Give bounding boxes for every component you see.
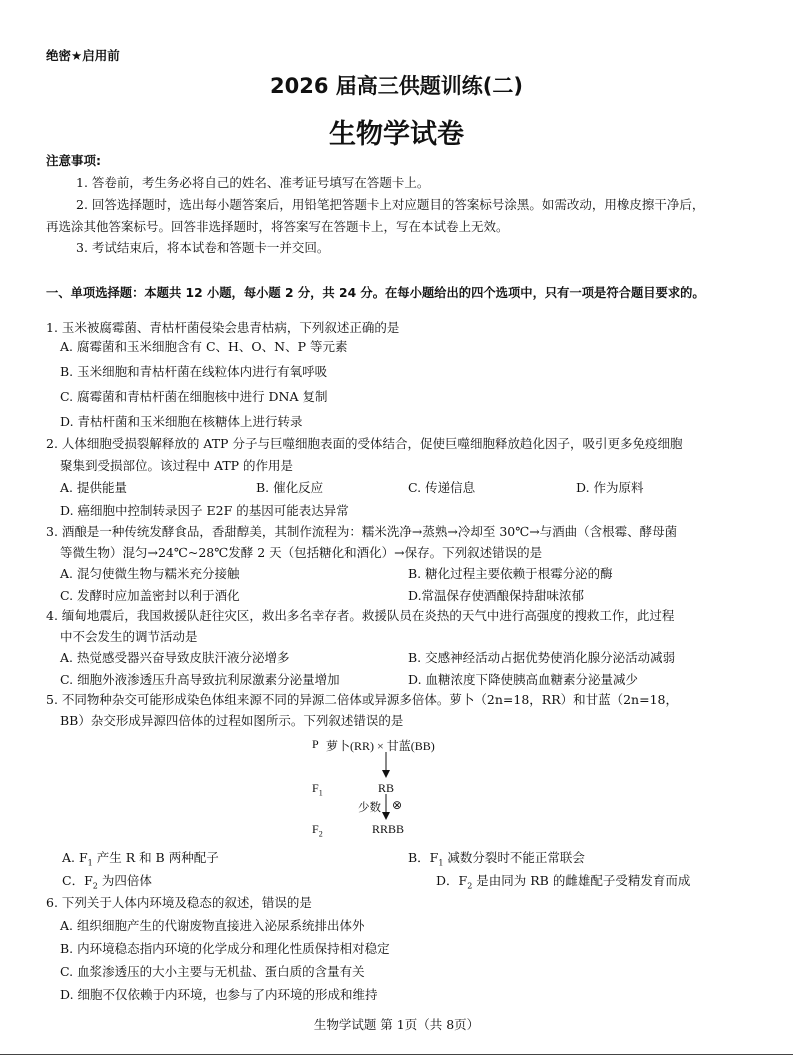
option-d: D. 作为原料 xyxy=(576,480,644,495)
option-b: B．$F_1$ 减数分裂时不能正常联会 xyxy=(408,850,585,868)
option-d: D. 血糖浓度下降使胰高血糖素分泌量减少 xyxy=(408,672,639,687)
option-c: C. 细胞外液渗透压升高导致抗利尿激素分泌量增加 xyxy=(60,672,340,687)
option-c: C. 血浆渗透压的大小主要与无机盐、蛋白质的含量有关 xyxy=(60,964,365,979)
notice-line: 3. 考试结束后，将本试卷和答题卡一并交回。 xyxy=(76,240,330,255)
question-stem: 6. 下列关于人体内环境及稳态的叙述，错误的是 xyxy=(46,895,312,910)
f1-genotype: RB xyxy=(378,781,395,795)
option-c: C．$F_2$ 为四倍体 xyxy=(62,873,152,891)
f2-label: $F_2$ xyxy=(312,822,323,839)
question-stem: 中不会发生的调节活动是 xyxy=(60,629,198,644)
notice-line: 2. 回答选择题时，选出每小题答案后，用铅笔把答题卡上对应题目的答案标号涂黑。如需改动，用橡皮擦干净后， xyxy=(76,197,705,212)
option-b: B. 内环境稳态指内环境的化学成分和理化性质保持相对稳定 xyxy=(60,941,390,956)
question-stem: 5. 不同物种杂交可能形成染色体组来源不同的异源二倍体或异源多倍体。萝卜（2n=18，RR）和甘蓝（2n=18， xyxy=(46,692,678,707)
f2-genotype: RRBB xyxy=(372,822,405,836)
page-footer: 生物学试题 第 1页（共 8页） xyxy=(313,1017,480,1032)
option-a: A. 混匀使微生物与糯米充分接触 xyxy=(60,566,240,581)
option-a: A. 提供能量 xyxy=(60,480,127,495)
question-stem: BB）杂交形成异源四倍体的过程如图所示。下列叙述错误的是 xyxy=(60,713,404,728)
option-d: D.常温保存使酒酿保持甜味浓郁 xyxy=(408,588,585,603)
option-d: D. 细胞不仅依赖于内环境，也参与了内环境的形成和维持 xyxy=(60,987,378,1002)
option-d: D. 青枯杆菌和玉米细胞在核糖体上进行转录 xyxy=(60,414,303,429)
option-a: A. 腐霉菌和玉米细胞含有 C、H、O、N、P 等元素 xyxy=(60,339,348,354)
question-stem: 2. 人体细胞受损裂解释放的 ATP 分子与巨噬细胞表面的受体结合，促使巨噬细胞释放趋化因子，吸引更多免疫细胞 xyxy=(46,436,683,451)
option-b: B. 交感神经活动占据优势使消化腺分泌活动减弱 xyxy=(408,650,676,665)
notice-line: 再选涂其他答案标号。回答非选择题时，将答案写在答题卡上，写在本试卷上无效。 xyxy=(46,219,509,234)
confidential-mark: 绝密★启用前 xyxy=(46,48,120,63)
option-extra: D. 癌细胞中控制转录因子 E2F 的基因可能表达异常 xyxy=(60,503,349,518)
selfing-icon: ⊗ xyxy=(392,798,403,812)
option-b: B. 玉米细胞和青枯杆菌在线粒体内进行有氧呼吸 xyxy=(60,364,328,379)
option-b: B. 催化反应 xyxy=(256,480,324,495)
option-a: A. $F_1$ 产生 R 和 B 两种配子 xyxy=(62,850,219,868)
option-d: D．$F_2$ 是由同为 RB 的雌雄配子受精发育而成 xyxy=(436,873,691,891)
question-stem: 聚集到受损部位。该过程中 ATP 的作用是 xyxy=(60,458,294,473)
question-stem: 1. 玉米被腐霉菌、青枯杆菌侵染会患青枯病，下列叙述正确的是 xyxy=(46,320,400,335)
option-c: C. 腐霉菌和青枯杆菌在细胞核中进行 DNA 复制 xyxy=(60,389,328,404)
p-cross: 萝卜(RR) × 甘蓝(BB) xyxy=(326,739,435,753)
option-a: A. 热觉感受器兴奋导致皮肤汗液分泌增多 xyxy=(60,650,290,665)
exam-subject: 生物学试卷 xyxy=(329,119,464,150)
f1-label: $F_1$ xyxy=(312,781,323,798)
question-stem: 3. 酒酿是一种传统发酵食品，香甜醇美，其制作流程为：糯米洗净→蒸熟→冷却至 30℃→与酒曲（含根霉、酵母菌 xyxy=(46,524,678,539)
option-c: C. 传递信息 xyxy=(408,480,476,495)
bottom-rule xyxy=(0,1054,793,1055)
arrow-down-icon xyxy=(380,752,392,778)
exam-title: 2026 届高三供题训练(二) xyxy=(270,74,523,98)
notice-heading: 注意事项: xyxy=(46,153,101,168)
option-a: A. 组织细胞产生的代谢废物直接进入泌尿系统排出体外 xyxy=(60,918,365,933)
option-b: B. 糖化过程主要依赖于根霉分泌的酶 xyxy=(408,566,613,581)
few-label: 少数 xyxy=(358,800,381,814)
question-stem: 4. 缅甸地震后，我国救援队赶往灾区，救出多名幸存者。救援队员在炎热的天气中进行高强度的搜救工作，此过程 xyxy=(46,608,675,623)
p-label: P xyxy=(312,737,319,751)
question-stem: 等微生物）混匀→24℃~28℃发酵 2 天（包括糖化和酒化）→保存。下列叙述错误的是 xyxy=(60,545,543,560)
section-heading: 一、单项选择题：本题共 12 小题，每小题 2 分，共 24 分。在每小题给出的四个选项中，只有一项是符合题目要求的。 xyxy=(46,286,705,300)
arrow-down-icon xyxy=(380,794,392,820)
notice-line: 1. 答卷前，考生务必将自己的姓名、准考证号填写在答题卡上。 xyxy=(76,175,430,190)
option-c: C. 发酵时应加盖密封以利于酒化 xyxy=(60,588,240,603)
